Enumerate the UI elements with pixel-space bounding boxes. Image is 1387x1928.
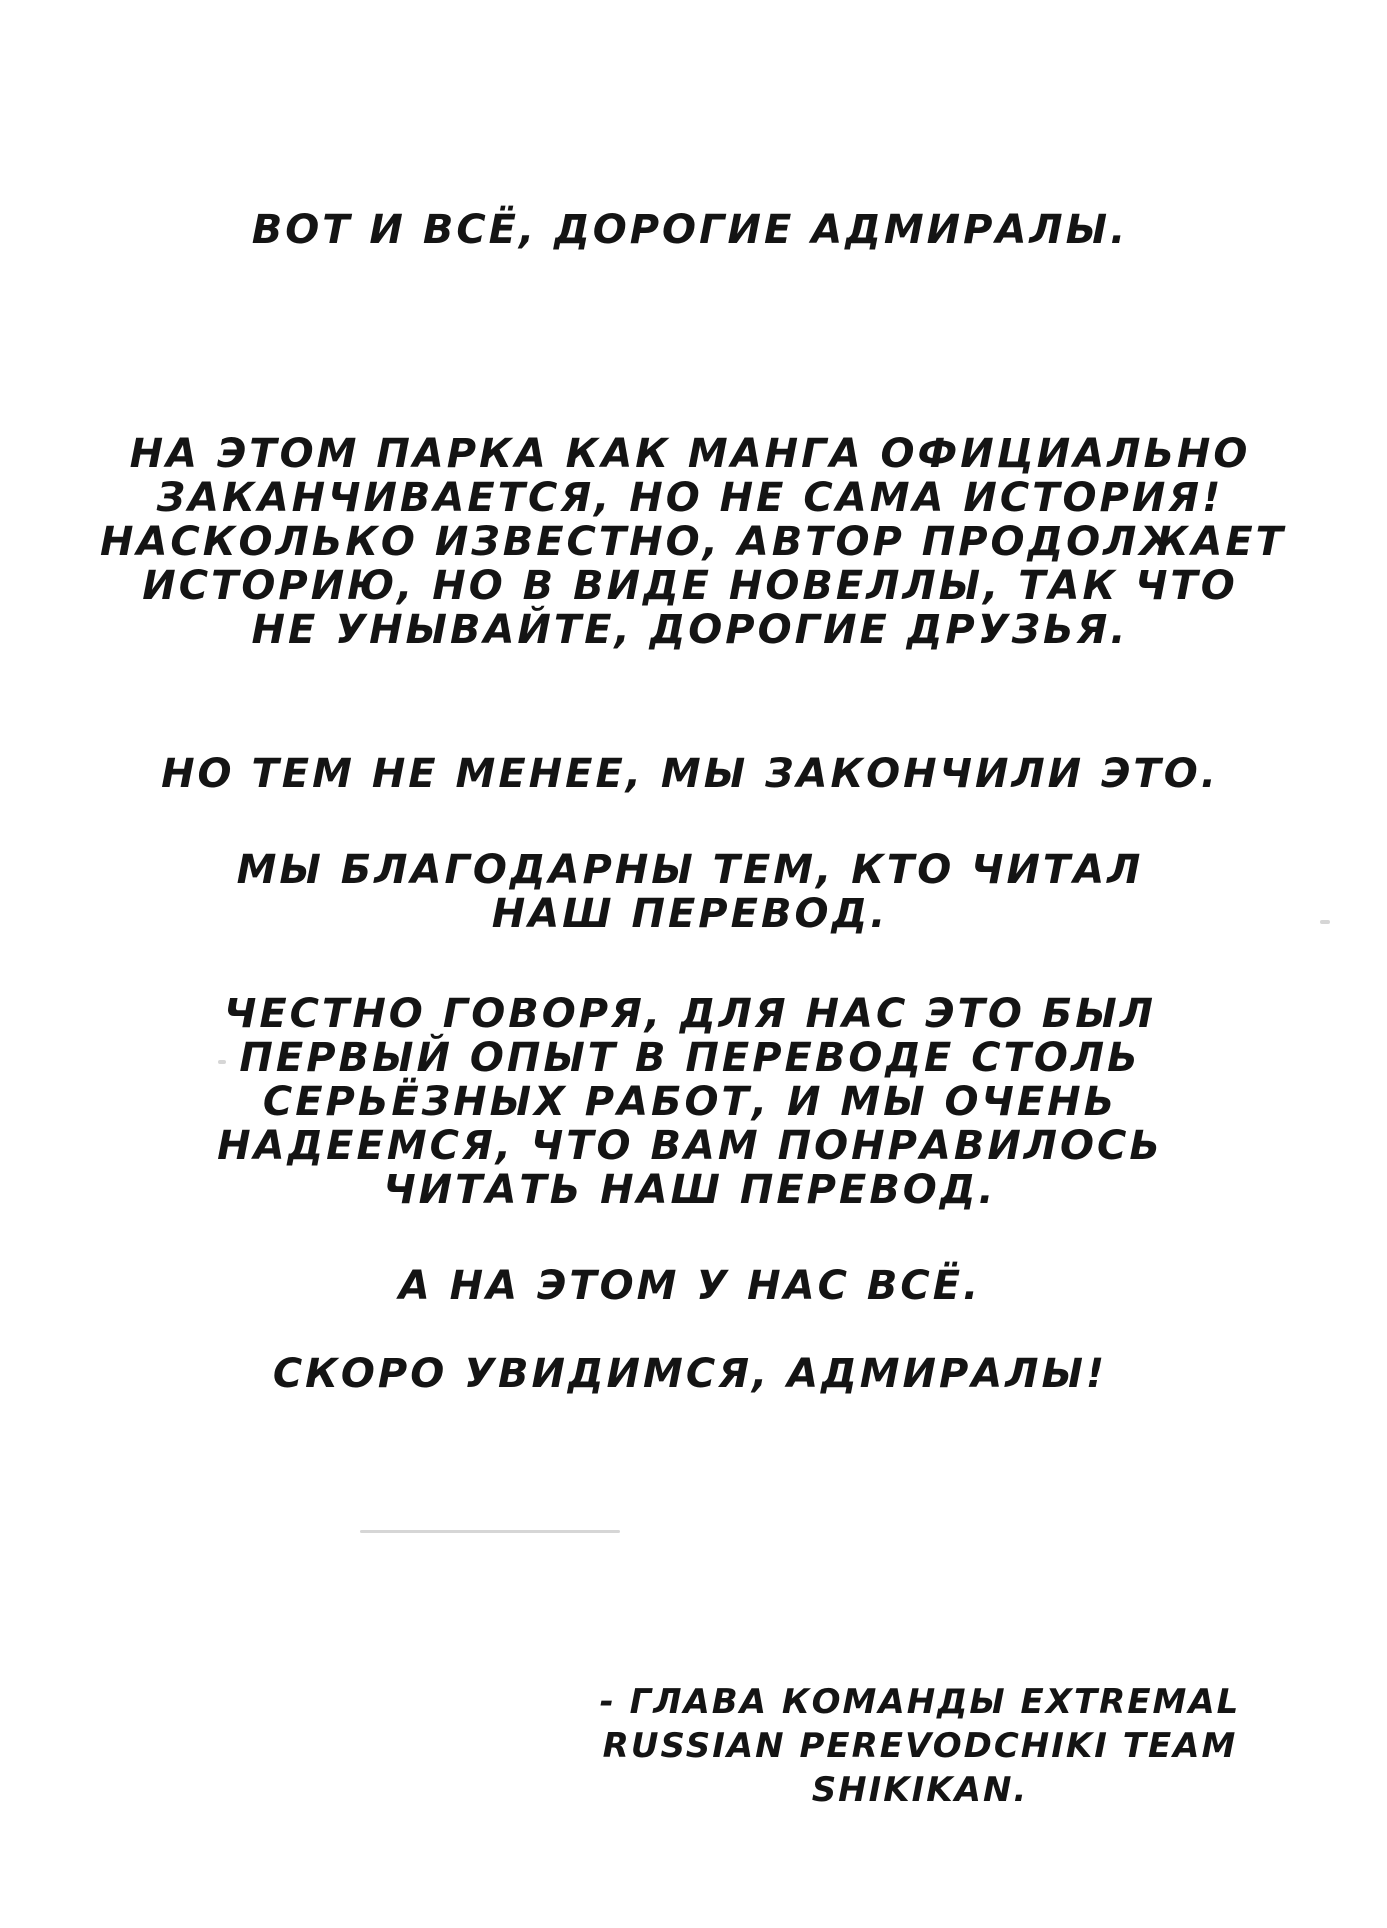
text-line: НАСКОЛЬКО ИЗВЕСТНО, АВТОР ПРОДОЛЖАЕТ	[100, 519, 1286, 565]
paragraph-thats-all	[100, 1264, 1280, 1308]
heading-line: ВОТ И ВСЁ, ДОРОГИЕ АДМИРАЛЫ.	[251, 207, 1129, 253]
scan-speck	[360, 1530, 620, 1533]
paragraph-finished	[100, 752, 1280, 796]
text-line: НЕ УНЫВАЙТЕ, ДОРОГИЕ ДРУЗЬЯ.	[251, 607, 1129, 653]
text-line: НАДЕЕМСЯ, ЧТО ВАМ ПОНРАВИЛОСЬ	[217, 1123, 1163, 1169]
text-line: МЫ БЛАГОДАРНЫ ТЕМ, КТО ЧИТАЛ	[236, 847, 1144, 893]
signature	[570, 1680, 1270, 1812]
paragraph-thanks	[100, 848, 1280, 936]
text-line: ИСТОРИЮ, НО В ВИДЕ НОВЕЛЛЫ, ТАК ЧТО	[142, 563, 1238, 609]
page-heading	[100, 208, 1280, 252]
scan-speck	[218, 1060, 226, 1064]
text-line: НА ЭТОМ ПАРКА КАК МАНГА ОФИЦИАЛЬНО	[129, 431, 1251, 477]
text-line: НО ТЕМ НЕ МЕНЕЕ, МЫ ЗАКОНЧИЛИ ЭТО.	[161, 751, 1219, 797]
paragraph-see-you	[100, 1352, 1280, 1396]
text-line: НАШ ПЕРЕВОД.	[491, 891, 889, 937]
text-line: ЧЕСТНО ГОВОРЯ, ДЛЯ НАС ЭТО БЫЛ	[224, 991, 1156, 1037]
text-line: ЗАКАНЧИВАЕТСЯ, НО НЕ САМА ИСТОРИЯ!	[156, 475, 1224, 521]
text-line: ЧИТАТЬ НАШ ПЕРЕВОД.	[383, 1167, 997, 1213]
signature-line: - ГЛАВА КОМАНДЫ EXTREMAL	[599, 1682, 1241, 1722]
text-line: А НА ЭТОМ У НАС ВСЁ.	[398, 1263, 982, 1309]
signature-line: RUSSIAN PEREVODCHIKI TEAM	[602, 1726, 1238, 1766]
paragraph-first-experience	[100, 992, 1280, 1212]
scan-speck	[1320, 920, 1330, 924]
signature-line: SHIKIKAN.	[811, 1770, 1029, 1810]
paragraph-manga-ending	[100, 431, 1286, 653]
text-line: ПЕРВЫЙ ОПЫТ В ПЕРЕВОДЕ СТОЛЬ	[239, 1035, 1141, 1081]
text-line: СКОРО УВИДИМСЯ, АДМИРАЛЫ!	[272, 1351, 1108, 1397]
text-line: СЕРЬЁЗНЫХ РАБОТ, И МЫ ОЧЕНЬ	[262, 1079, 1118, 1125]
